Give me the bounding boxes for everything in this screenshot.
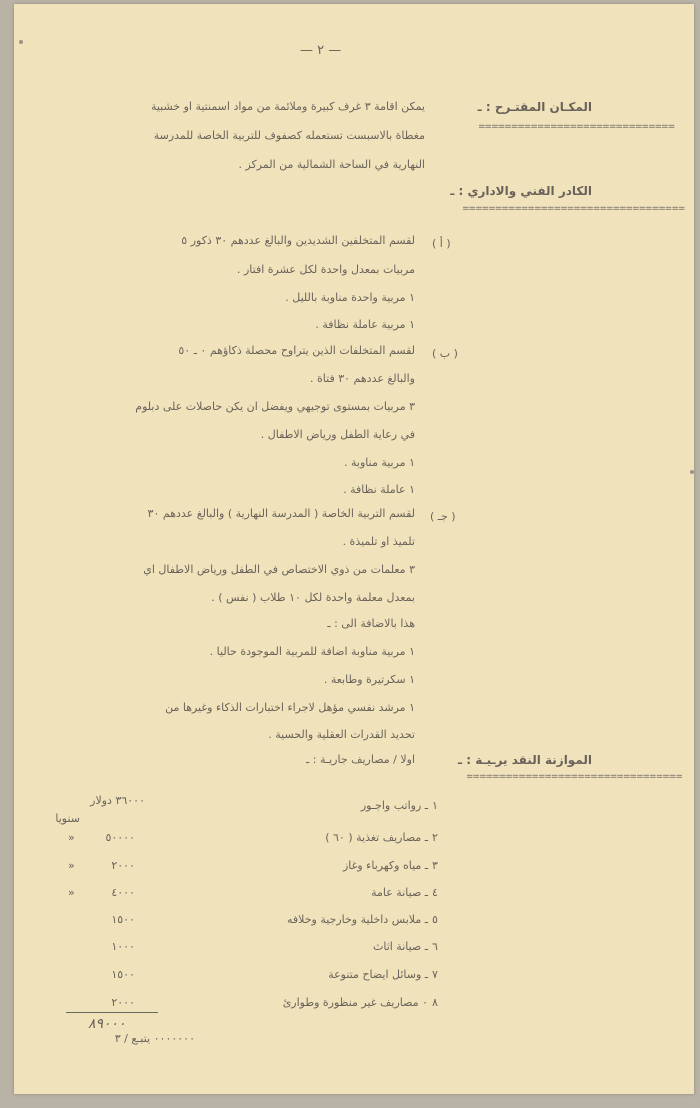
punch-mark	[19, 40, 23, 44]
group-a-line-3: ١ مربية واحدة مناوبة بالليل .	[285, 291, 415, 304]
heading-underline: ==================================	[462, 204, 685, 214]
heading-underline: ==============================	[478, 122, 675, 132]
budget-item-label: ٠ مصاريف غير منظورة وطوارئ	[282, 996, 428, 1009]
budget-item-number: ٤	[432, 886, 438, 899]
budget-item-number: ١	[432, 799, 438, 812]
group-a-label: ( أ )	[432, 237, 451, 250]
budget-item-amount: ١٥٠٠	[111, 968, 135, 981]
budget-item-amount: ٤٠٠٠	[111, 886, 135, 899]
group-c-label: ( جـ )	[430, 510, 456, 523]
group-b-label: ( ب )	[432, 347, 458, 360]
group-b-line-3: ٣ مربيات بمستوى توجيهي ويفضل ان يكن حاصلات على دبلوم	[135, 400, 415, 413]
budget-item-label: ـ رواتب واجـور	[360, 799, 428, 812]
budget-item-number: ٨	[432, 996, 438, 1009]
group-c-line-6: ١ مربية مناوبة اضافة للمربية الموجودة حاليا .	[209, 645, 415, 658]
ditto-mark: «	[68, 831, 75, 844]
location-line-3: النهارية في الساحة الشمالية من المركز .	[238, 158, 425, 171]
page-number: — ٢ —	[300, 43, 342, 58]
location-line-1: يمكن اقامة ٣ غرف كبيرة وملائمة من مواد اسمنتية او خشبية	[150, 100, 425, 113]
budget-item-amount: ٣٦٠٠٠ دولار	[90, 794, 145, 807]
ditto-mark: «	[68, 886, 75, 899]
group-c-line-2: تلميذ او تلميذة .	[342, 535, 415, 548]
budget-item-amount: ٢٠٠٠	[111, 859, 135, 872]
budget-subheading: اولا / مصاريف جاريـة : ـ	[306, 753, 415, 766]
budget-item-unit: سنويا	[55, 812, 80, 825]
budget-item-amount: ٥٠٠٠٠	[105, 831, 135, 844]
budget-item-amount: ٢٠٠٠	[111, 996, 135, 1009]
budget-item-label: ـ صيانة عامة	[371, 886, 428, 899]
budget-item-label: ـ مصاريف تغذية ( ٦٠ )	[325, 831, 428, 844]
group-c-line-7: ١ سكرتيرة وطابعة .	[323, 673, 415, 686]
group-c-line-8: ١ مرشد نفسي مؤهل لاجراء اختبارات الذكاء وغيرها من	[165, 701, 415, 714]
group-c-line-5: هذا بالاضافة الى : ـ	[327, 617, 415, 630]
total-underline	[66, 1012, 158, 1013]
group-a-line-2: مربيات بمعدل واحدة لكل عشرة افتار .	[237, 263, 415, 276]
handwritten-total: ٨٩٠٠٠	[88, 1016, 126, 1032]
budget-item-number: ٧	[432, 968, 438, 981]
location-heading: المكـان المقتـرح : ـ	[477, 100, 592, 114]
budget-heading: الموازنة النقد يرـيـة : ـ	[457, 753, 592, 767]
budget-item-number: ٦	[432, 940, 438, 953]
continued-footer: ٠٠٠٠٠٠٠ يتبـع / ٣	[114, 1032, 195, 1045]
budget-item-number: ٥	[432, 913, 438, 926]
budget-item-amount: ١٠٠٠	[111, 940, 135, 953]
group-b-line-4: في رعاية الطفل ورياض الاطفال .	[260, 428, 415, 441]
group-b-line-1: لقسم المتخلفات الذين يتراوح محصلة ذكاؤهم ٠ ـ ٥٠	[178, 344, 415, 357]
group-a-line-4: ١ مربية عاملة نظافة .	[315, 318, 415, 331]
budget-item-label: ـ مياه وكهرباء وغاز	[342, 859, 428, 872]
budget-item-number: ٣	[432, 859, 438, 872]
budget-item-label: ـ صيانة اثاث	[372, 940, 428, 953]
group-c-line-4: بمعدل معلمة واحدة لكل ١٠ طلاب ( نفس ) .	[211, 591, 415, 604]
ditto-mark: «	[68, 859, 75, 872]
budget-item-label: ـ ملابس داخلية وخارجية وخلافه	[287, 913, 428, 926]
group-b-line-2: والبالغ عددهم ٣٠ فتاة .	[310, 372, 415, 385]
heading-underline: =================================	[466, 772, 682, 782]
group-c-line-9: تحديد القدرات العقلية والحسية .	[268, 728, 415, 741]
budget-item-label: ـ وسائل ايضاح متنوعة	[328, 968, 428, 981]
staff-heading: الكادر الفني والاداري : ـ	[450, 184, 592, 198]
budget-item-amount: ١٥٠٠	[111, 913, 135, 926]
group-c-line-1: لقسم التربية الخاصة ( المدرسة النهارية ) والبالغ عددهم ٣٠	[147, 507, 415, 520]
group-b-line-6: ١ عاملة نظافة .	[343, 483, 415, 496]
group-b-line-5: ١ مربية مناوبة .	[344, 456, 415, 469]
group-c-line-3: ٣ معلمات من ذوي الاختصاص في الطفل ورياض الاطفال اي	[143, 563, 415, 576]
punch-mark	[690, 470, 694, 474]
budget-item-number: ٢	[432, 831, 438, 844]
group-a-line-1: لقسم المتخلفين الشديدين والبالغ عددهم ٣٠ ذكور ٥	[181, 234, 415, 247]
location-line-2: مغطاة بالاسبست تستعمله كصفوف للتربية الخاصة للمدرسة	[153, 129, 425, 142]
